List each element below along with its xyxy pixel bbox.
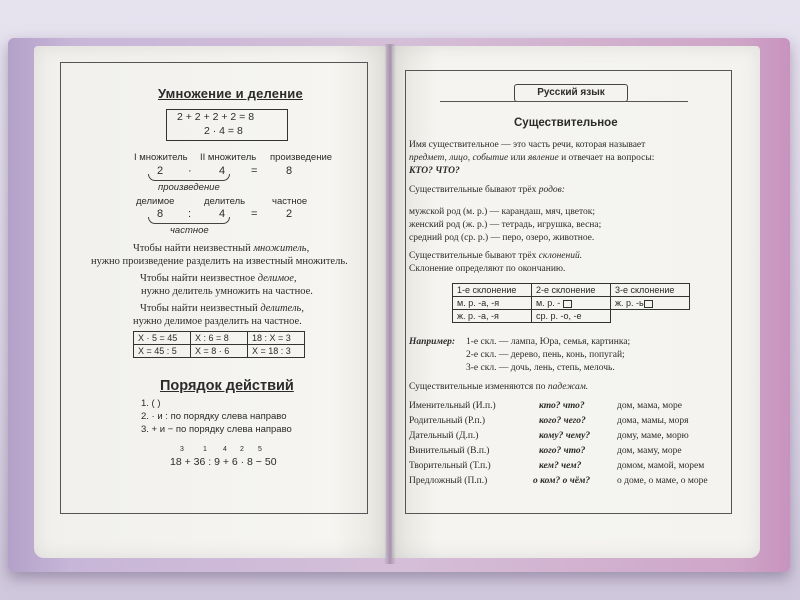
div-equals: = — [251, 208, 258, 220]
definition-questions: КТО? ЧТО? — [409, 166, 460, 176]
rule-divisor-line-1: Чтобы найти неизвестный делитель, — [140, 303, 304, 314]
noun-title: Существительное — [514, 117, 618, 129]
rule-dividend-line-1: Чтобы найти неизвестное делимое, — [140, 273, 297, 284]
case-name: Дательный (Д.п.) — [409, 431, 479, 441]
declensions-intro-2: Склонение определяют по окончанию. — [409, 264, 566, 274]
header-rule — [440, 101, 688, 102]
example-line-1: 1-е скл. — лампа, Юра, семья, картинка; — [466, 337, 631, 347]
rule-dividend-line-2: нужно делитель умножить на частное. — [141, 286, 313, 297]
equation-cell: X · 5 = 45 — [134, 332, 191, 345]
declensions-intro: Существительные бывают трёх склонений. — [409, 251, 583, 261]
equations-table — [133, 331, 305, 358]
empty-ending-icon — [563, 300, 572, 308]
label-multiplier-1: I множитель — [134, 152, 188, 163]
equation-cell: 18 : X = 3 — [248, 332, 305, 345]
declension-cell: м. р. -а, -я — [453, 297, 532, 310]
equation-cell: X = 45 : 5 — [134, 345, 191, 358]
div-value-a: 8 — [157, 208, 164, 220]
mult-value-a: 2 — [157, 165, 164, 177]
label-product: произведение — [270, 152, 333, 163]
rule-multiplier-line-1: Чтобы найти неизвестный множитель, — [133, 243, 310, 254]
case-question: кого? чего? — [539, 416, 586, 426]
rule-multiplier-line-2: нужно произведение разделить на известный множитель. — [91, 256, 348, 267]
multiplication-title: Умножение и деление — [158, 86, 303, 101]
label-dividend: делимое — [136, 196, 175, 207]
case-example: домом, мамой, морем — [617, 461, 705, 471]
cases-intro: Существительные изменяются по падежам. — [409, 382, 589, 392]
order-expression: 18 + 36 : 9 + 6 · 8 − 50 — [170, 456, 277, 468]
order-item-1: 1. ( ) — [141, 398, 161, 409]
gender-neuter: средний род (ср. р.) — перо, озеро, животное. — [409, 233, 595, 243]
label-multiplier-2: II множитель — [200, 152, 257, 163]
mult-equals: = — [251, 165, 258, 177]
order-mark-4: 2 — [240, 446, 244, 453]
div-operator: : — [188, 208, 192, 220]
order-mark-5: 5 — [258, 446, 262, 453]
declension-header: 3-е склонение — [611, 284, 690, 297]
case-example: дом, маму, море — [617, 446, 682, 456]
declension-cell: м. р. - — [532, 297, 611, 310]
label-divisor: делитель — [204, 196, 246, 207]
case-question: кем? чем? — [539, 461, 582, 471]
book-gutter — [384, 44, 396, 564]
case-name: Родительный (Р.п.) — [409, 416, 486, 426]
case-question: кого? что? — [539, 446, 586, 456]
definition-line-2: предмет, лицо, событие или явление и отвечает на вопросы: — [409, 153, 655, 163]
example-line-2: 2-е скл. — дерево, пень, конь, попугай; — [466, 350, 625, 360]
declension-cell — [611, 310, 690, 323]
label-quotient: частное — [272, 196, 308, 207]
quotient-brace-label: частное — [170, 225, 209, 236]
div-value-b: 4 — [219, 208, 226, 220]
product-brace — [148, 174, 230, 181]
subject-banner: Русский язык — [514, 84, 628, 102]
quotient-brace — [148, 217, 230, 224]
sum-line-2: 2 · 4 = 8 — [204, 125, 243, 137]
example-label: Например: — [409, 337, 456, 347]
div-result: 2 — [286, 208, 293, 220]
equation-cell: X = 18 : 3 — [248, 345, 305, 358]
mult-value-b: 4 — [219, 165, 226, 177]
case-example: о доме, о маме, о море — [617, 476, 708, 486]
mult-result: 8 — [286, 165, 293, 177]
case-example: дому, маме, морю — [617, 431, 689, 441]
example-line-3: 3-е скл. — дочь, лень, степь, мелочь. — [466, 363, 615, 373]
declension-cell: ж. р. -а, -я — [453, 310, 532, 323]
order-mark-1: 3 — [180, 446, 184, 453]
equation-cell: X : 6 = 8 — [191, 332, 248, 345]
mult-operator: · — [188, 165, 192, 177]
case-name: Именительный (И.п.) — [409, 401, 496, 411]
order-mark-2: 1 — [203, 446, 207, 453]
order-of-operations-title: Порядок действий — [160, 378, 294, 394]
genders-intro: Существительные бывают трёх родов: — [409, 185, 565, 195]
definition-line-1: Имя существительное — это часть речи, которая называет — [409, 140, 646, 150]
case-question: кому? чему? — [539, 431, 591, 441]
order-mark-3: 4 — [223, 446, 227, 453]
case-name: Предложный (П.п.) — [409, 476, 488, 486]
declension-header: 1-е склонение — [453, 284, 532, 297]
declension-header: 2-е склонение — [532, 284, 611, 297]
declension-cell: ж. р. -ь — [611, 297, 690, 310]
order-item-3: 3. + и − по порядку слева направо — [141, 424, 292, 435]
case-question: о ком? о чём? — [533, 476, 591, 486]
empty-ending-icon — [644, 300, 653, 308]
gender-feminine: женский род (ж. р.) — тетрадь, игрушка, весна; — [409, 220, 602, 230]
case-name: Творительный (Т.п.) — [409, 461, 491, 471]
sum-line-1: 2 + 2 + 2 + 2 = 8 — [177, 111, 255, 123]
equation-cell: X = 8 · 6 — [191, 345, 248, 358]
rule-divisor-line-2: нужно делимое разделить на частное. — [133, 316, 302, 327]
case-name: Винительный (В.п.) — [409, 446, 490, 456]
case-example: дом, мама, море — [617, 401, 682, 411]
product-brace-label: произведение — [158, 182, 220, 193]
case-question: кто? что? — [539, 401, 585, 411]
order-item-2: 2. · и : по порядку слева направо — [141, 411, 287, 422]
gender-masculine: мужской род (м. р.) — карандаш, мяч, цветок; — [409, 207, 596, 217]
declension-cell: ср. р. -о, -е — [532, 310, 611, 323]
declension-table — [452, 283, 690, 323]
case-example: дома, мамы, моря — [617, 416, 689, 426]
